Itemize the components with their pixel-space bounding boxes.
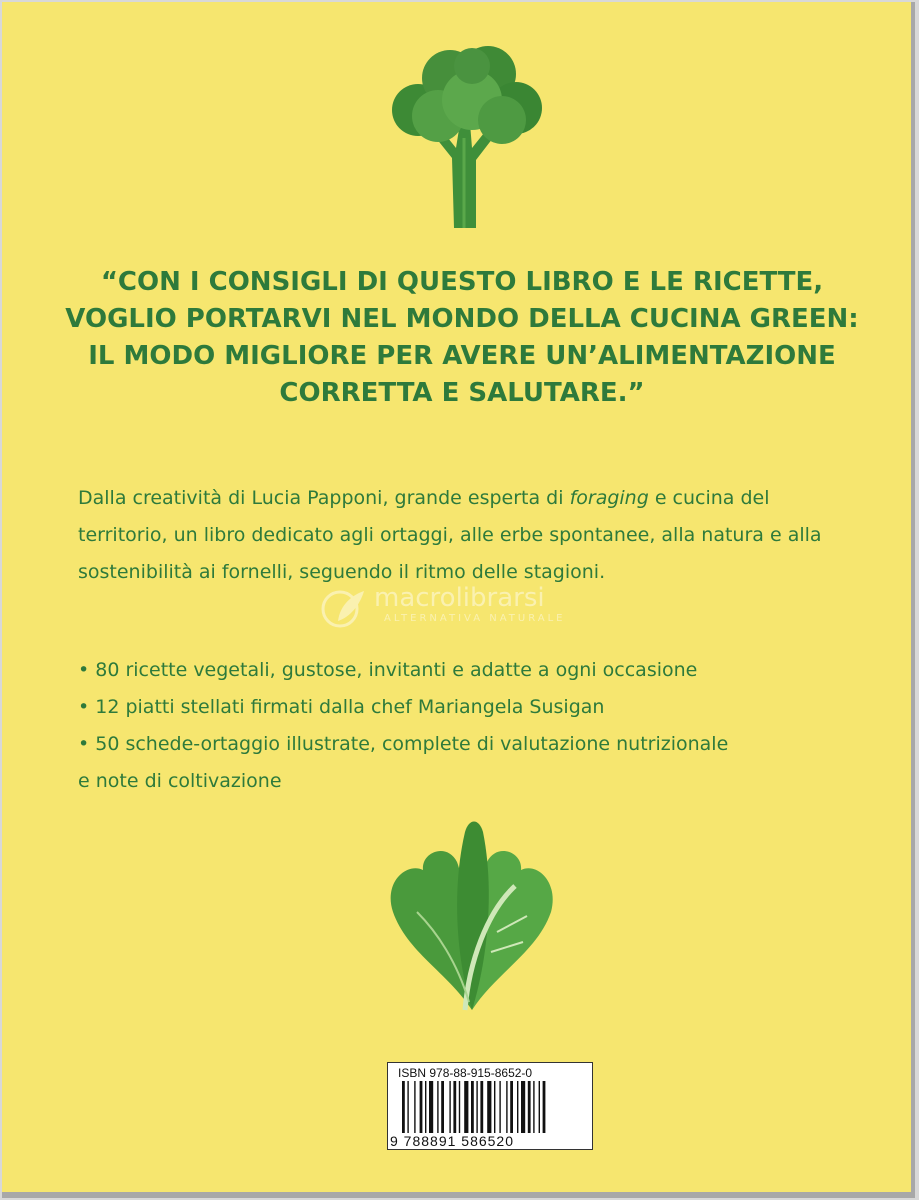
description-line [78,480,858,517]
list-item: • 50 schede-ortaggio illustrate, complete di valutazione nutrizionale [78,733,729,755]
list-item: • 80 ricette vegetali, gustose, invitanti e adatte a ogni occasione [78,659,698,681]
description-line: sostenibilità ai fornelli, seguendo il ritmo delle stagioni. [78,561,606,583]
quote-line: IL MODO MIGLIORE PER AVERE UN’ALIMENTAZIONE [88,341,836,371]
watermark-tagline: ALTERNATIVA NATURALE [384,613,566,624]
leaf-logo-icon [318,585,368,629]
description-line: territorio, un libro dedicato agli ortaggi, alle erbe spontanee, alla natura e alla [78,524,822,546]
back-cover [2,2,915,1198]
list-item: e note di coltivazione [78,770,282,792]
description [78,480,858,591]
list-item: • 12 piatti stellati firmati dalla chef Mariangela Susigan [78,696,605,718]
watermark-name: macrolibrarsi [374,583,545,613]
quote-line: CORRETTA E SALUTARE.” [279,378,645,408]
italic-term: foraging [569,487,649,509]
watermark [314,583,634,633]
broccoli-illustration [380,38,550,230]
description-text: e cucina del [648,487,770,509]
feature-list [78,652,878,800]
isbn-barcode [387,1062,593,1150]
pull-quote [42,264,882,412]
barcode-bars [402,1081,578,1133]
description-text: Dalla creatività di Lucia Papponi, grande esperta di [78,487,570,509]
quote-line: “CON I CONSIGLI DI QUESTO LIBRO E LE RICETTE, [100,267,824,297]
barcode-digits: 9 788891 586520 [390,1133,514,1149]
isbn-label: ISBN 978-88-915-8652-0 [398,1066,533,1080]
lettuce-illustration [387,812,557,1012]
quote-line: VOGLIO PORTARVI NEL MONDO DELLA CUCINA GREEN: [65,304,859,334]
